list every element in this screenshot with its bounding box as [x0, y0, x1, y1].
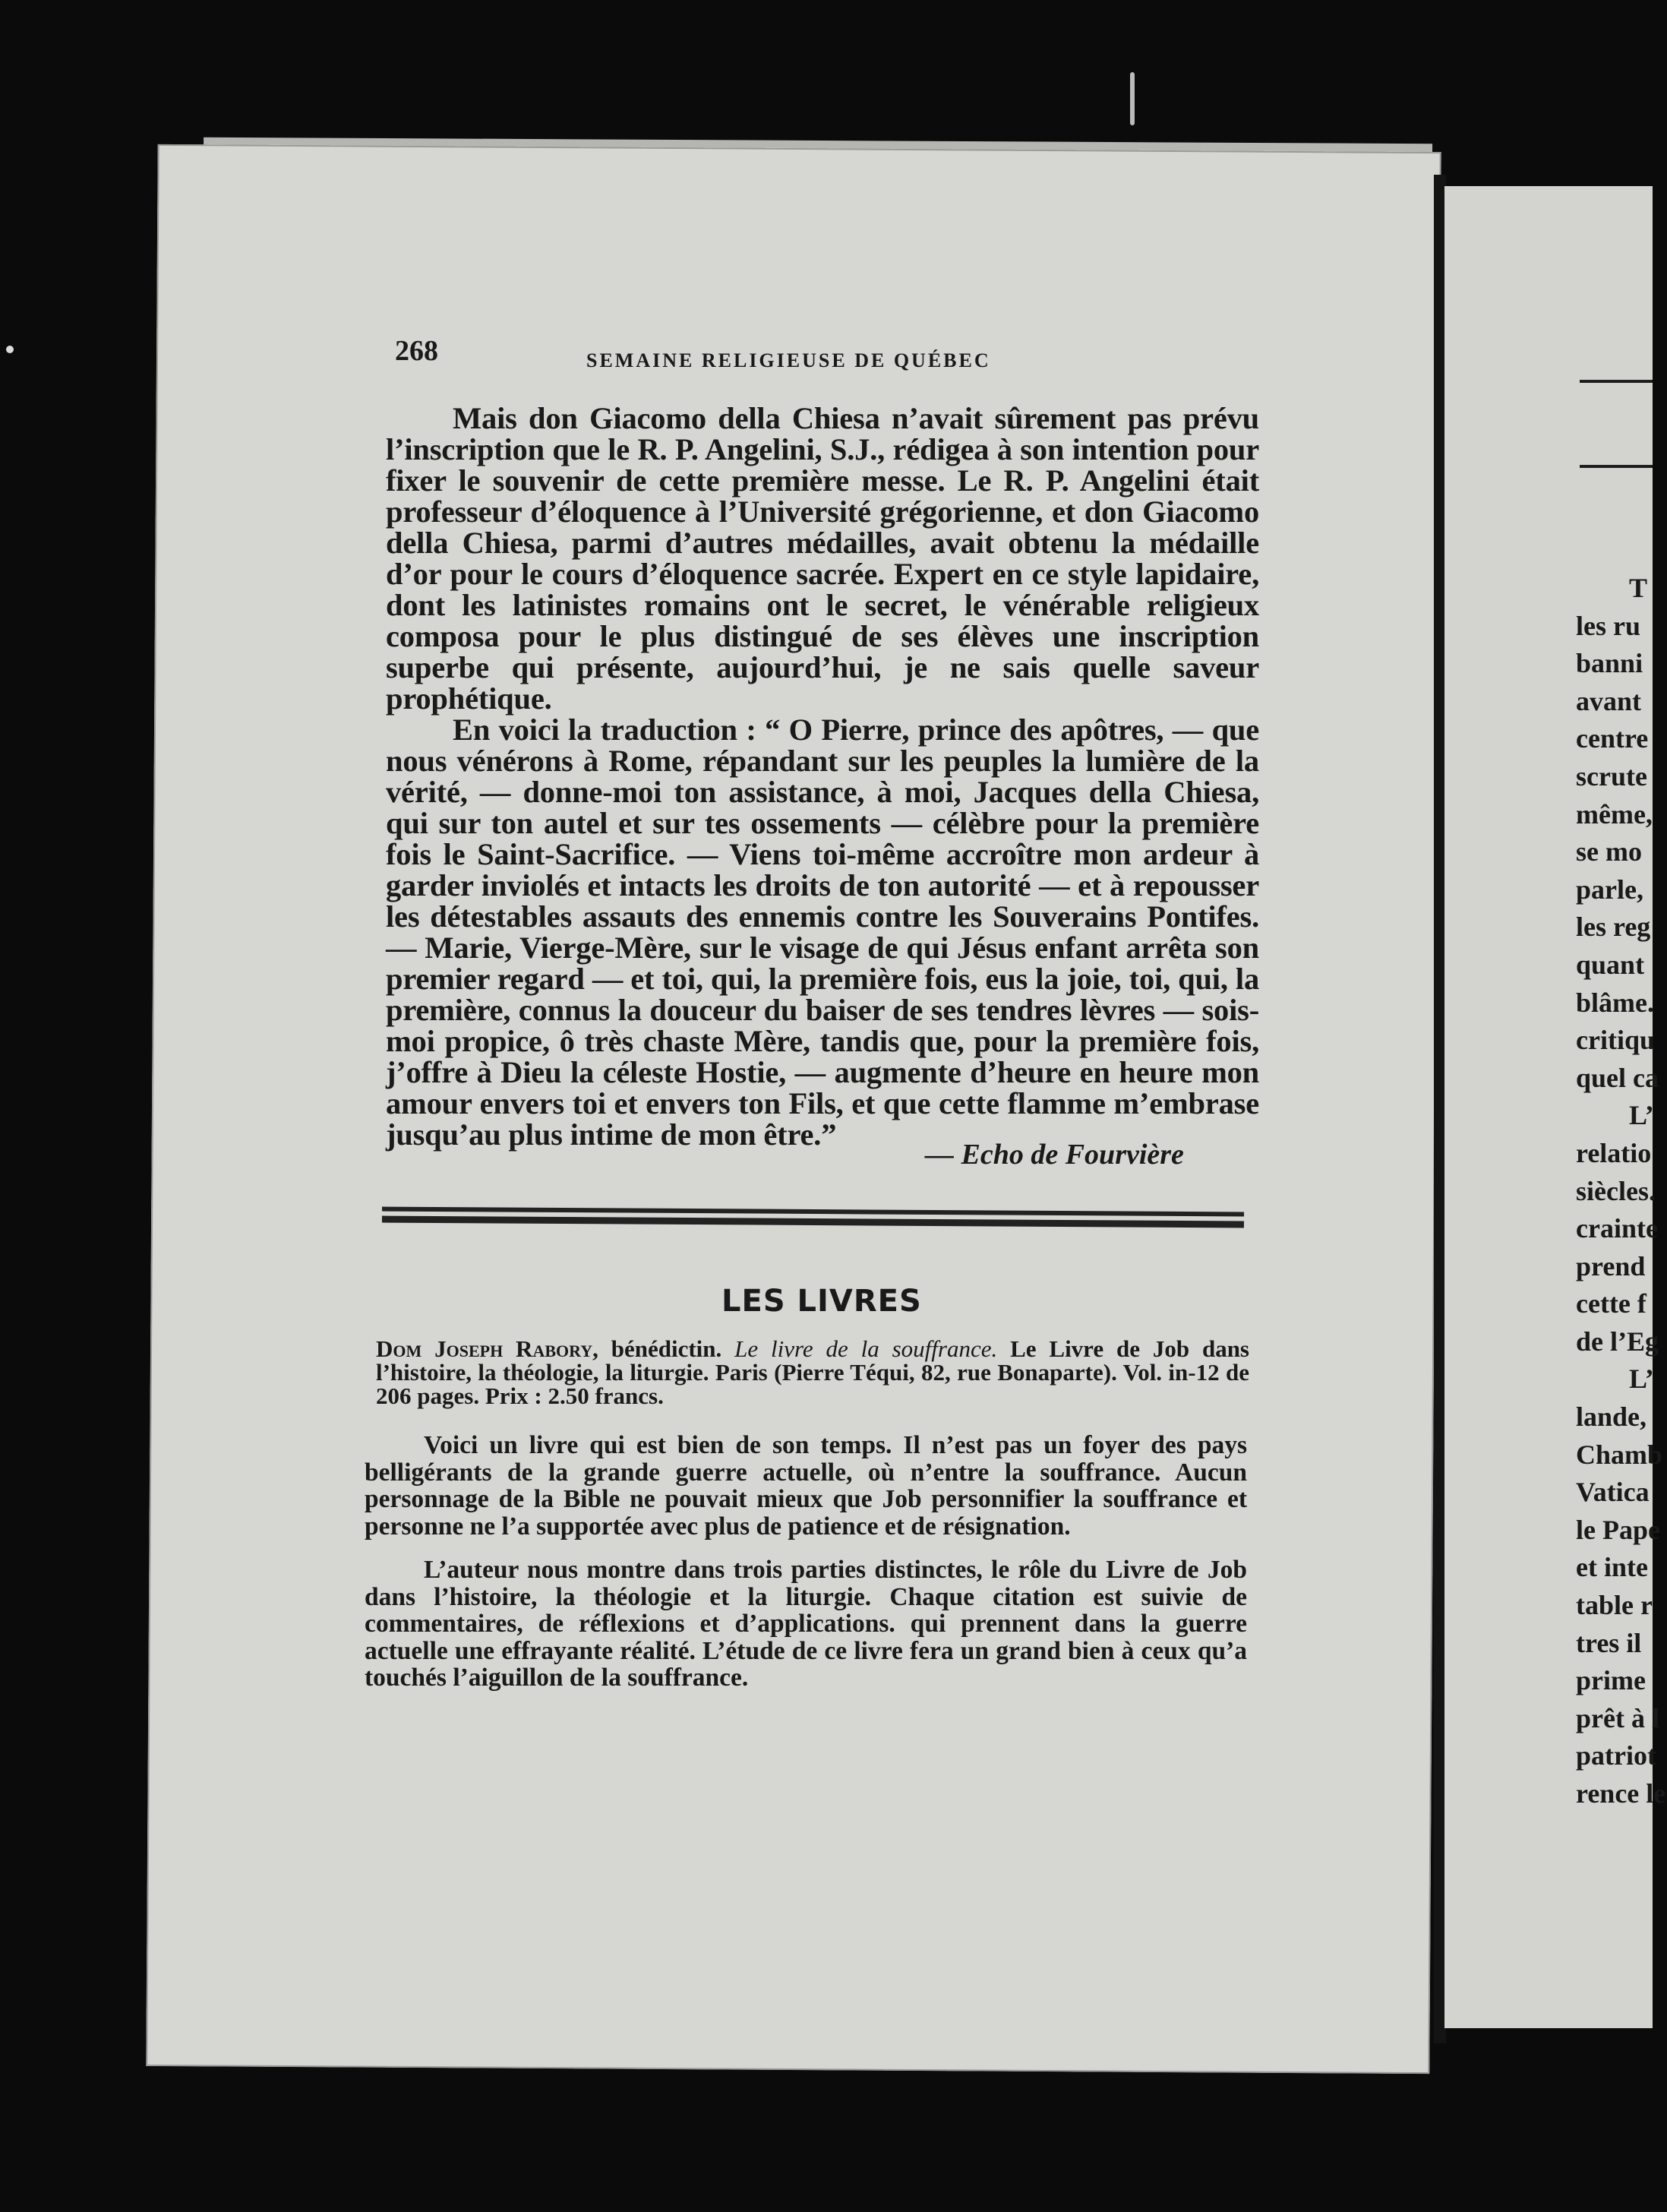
facing-line-10: les reg [1576, 912, 1651, 943]
facing-line-9: parle, [1576, 874, 1643, 905]
facing-line-16: relatio [1576, 1137, 1652, 1168]
facing-line-15: L’ [1629, 1100, 1654, 1131]
scan-speck [6, 346, 14, 353]
facing-line-11: quant [1576, 949, 1645, 980]
facing-line-27: et inte [1576, 1552, 1648, 1583]
facing-page-text [1576, 570, 1667, 1813]
facing-line-6: scrute [1576, 760, 1647, 792]
facing-line-31: prêt à l [1576, 1702, 1659, 1733]
book-citation [376, 1337, 1249, 1408]
facing-line-14: quel ca [1576, 1062, 1659, 1093]
facing-line-28: table r [1576, 1590, 1653, 1621]
running-title: SEMAINE RELIGIEUSE DE QUÉBEC [586, 349, 991, 371]
facing-line-8: se mo [1576, 836, 1642, 867]
facing-line-21: de l’Eg [1576, 1326, 1659, 1357]
facing-line-30: prime [1576, 1665, 1646, 1696]
book-details: Le Livre de Job dans l’histoire, la théologie, la liturgie. Paris (Pierre Téqui, 82, rue Bonaparte). Vol. in-12 de 206 pages. Prix : 2.50 francs. [376, 1335, 1249, 1409]
facing-line-24: Chamb [1576, 1439, 1663, 1470]
facing-line-5: centre [1576, 723, 1649, 754]
book-author-suffix: , bénédictin. [592, 1335, 722, 1362]
book-author: Dom Joseph Rabory [376, 1335, 593, 1362]
facing-line-29: tres il [1576, 1627, 1642, 1658]
facing-line-7: même, [1576, 798, 1653, 830]
facing-line-13: critiqu [1576, 1025, 1655, 1056]
facing-line-32: patriot [1576, 1740, 1656, 1771]
facing-line-23: lande, [1576, 1401, 1647, 1433]
facing-rule-1 [1580, 380, 1653, 383]
facing-line-19: prend [1576, 1250, 1646, 1281]
facing-line-1: T [1629, 573, 1648, 603]
facing-line-22: L’ [1629, 1364, 1654, 1395]
facing-rule-2 [1580, 465, 1653, 468]
facing-line-25: Vatica [1576, 1477, 1650, 1508]
facing-line-33: rence le [1576, 1778, 1666, 1809]
facing-line-12: blâme. [1576, 987, 1654, 1018]
facing-line-17: siècles. [1576, 1175, 1656, 1206]
facing-line-2: les ru [1576, 610, 1640, 641]
book-title: Le livre de la souffrance. [734, 1335, 998, 1362]
review-paragraph-1: Voici un livre qui est bien de son temps. Il n’est pas un foyer des pays belligérants de la grande guerre actuelle, où n’entre la souffrance. Aucun personnage de la Bible ne pouvait mieux que Job personnifier la souffrance et personne ne l’a supportée avec plus de patience et de résignation. [365, 1431, 1247, 1540]
facing-line-26: le Pape [1576, 1514, 1660, 1545]
facing-line-18: crainte [1576, 1213, 1658, 1244]
article-body [386, 403, 1259, 1150]
article-paragraph-1: Mais don Giacomo della Chiesa n’avait sûrement pas prévu l’inscription que le R. P. Angelini, S.J., rédigea à son intention pour fixer le souvenir de cette première messe. Le R. P. Angelini était professeur d’éloquence à l’Université grégorienne, et don Giacomo della Chiesa, parmi d’autres médailles, avait obtenu la médaille d’or pour le cours d’éloquence sacrée. Expert en ce style lapidaire, dont les latinistes romains ont le secret, le vénérable religieux composa pour le plus distingué de ses élèves une inscription superbe qui présente, aujourd’hui, je ne sais quelle saveur prophétique. [386, 401, 1259, 716]
article-source: — Echo de Fourvière [925, 1139, 1184, 1171]
facing-line-4: avant [1576, 685, 1642, 716]
facing-line-3: banni [1576, 648, 1643, 679]
section-title: LES LIVRES [721, 1284, 922, 1319]
book-review [365, 1432, 1247, 1708]
scan-scratch [1130, 72, 1135, 125]
page-number: 268 [395, 335, 438, 367]
article-paragraph-2: En voici la traduction : “ O Pierre, prince des apôtres, — que nous vénérons à Rome, répandant sur les peuples la lumière de la vérité, — donne-moi ton assistance, à moi, Jacques della Chiesa, qui sur ton autel et sur tes ossements — célèbre pour la première fois le Saint-Sacrifice. — Viens toi-même accroître mon ardeur à garder inviolés et intacts les droits de ton autorité — et à repousser les détestables assauts des ennemis contre les Souverains Pontifes. — Marie, Vierge-Mère, sur le visage de qui Jésus enfant arrêta son premier regard — et toi, qui, la première fois, eus la joie, toi, qui, la première, connus la douceur du baiser de ses tendres lèvres — sois-moi propice, ô très chaste Mère, tandis que, pour la première fois, j’offre à Dieu la céleste Hostie, — augmente d’heure en heure mon amour envers toi et envers ton Fils, et que cette flamme m’embrase jusqu’au plus intime de mon être.” [386, 713, 1259, 1152]
review-paragraph-2: L’auteur nous montre dans trois parties distinctes, le rôle du Livre de Job dans l’histoire, la théologie et la liturgie. Chaque citation est suivie de commentaires, de réflexions et d’applications. qui prennent dans la guerre actuelle une effrayante réalité. L’étude de ce livre fera un grand bien à ceux qu’a touchés l’aiguillon de la souffrance. [365, 1556, 1247, 1692]
facing-line-20: cette f [1576, 1288, 1646, 1319]
